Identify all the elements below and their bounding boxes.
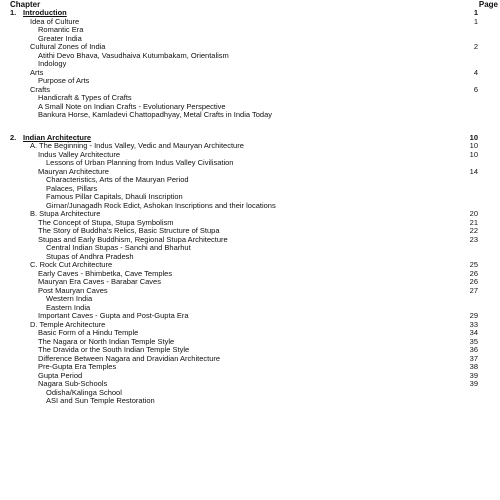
entry-title: The Concept of Stupa, Stupa Symbolism bbox=[38, 217, 174, 227]
entry-title: ASI and Sun Temple Restoration bbox=[46, 396, 155, 405]
entry-title: Indology bbox=[38, 59, 67, 68]
page-number: 29 bbox=[469, 311, 478, 320]
entry-title: Stupas and Early Buddhism, Regional Stupa Architecture bbox=[38, 234, 228, 244]
toc-entry-row bbox=[0, 52, 500, 61]
page-number: 39 bbox=[469, 370, 478, 380]
entry-title: Crafts bbox=[30, 84, 51, 94]
entry-title: Post Mauryan Caves bbox=[38, 285, 108, 295]
page-number: 1 bbox=[473, 8, 478, 17]
entry-title: Purpose of Arts bbox=[38, 76, 90, 85]
entry-title: Early Caves - Bhimbetka, Cave Temples bbox=[38, 268, 173, 278]
entry-title: Odisha/Kalinga School bbox=[46, 387, 122, 397]
page-number: 1 bbox=[473, 16, 478, 26]
chapter-number: 2. bbox=[10, 132, 17, 142]
entry-title: B. Stupa Architecture bbox=[30, 209, 101, 218]
toc-entry-row bbox=[0, 111, 500, 120]
chapter-number: 1. bbox=[10, 8, 17, 17]
entry-title: Eastern India bbox=[46, 302, 91, 312]
page-number: 39 bbox=[469, 379, 478, 388]
section-spacer bbox=[0, 120, 500, 134]
entry-title: A Small Note on Indian Crafts - Evolutionary Perspective bbox=[38, 101, 226, 111]
entry-title: A. The Beginning - Indus Valley, Vedic and Mauryan Architecture bbox=[30, 141, 244, 150]
page-number: 2 bbox=[473, 42, 478, 51]
page-number: 38 bbox=[469, 362, 478, 371]
entry-title: Handicraft & Types of Crafts bbox=[38, 93, 132, 102]
page-number: 25 bbox=[469, 260, 478, 269]
entry-title: The Story of Buddha's Relics, Basic Structure of Stupa bbox=[38, 226, 220, 235]
page-number: 26 bbox=[469, 268, 478, 278]
page-column-header: Page bbox=[478, 0, 498, 9]
entry-title: C. Rock Cut Architecture bbox=[30, 260, 113, 269]
page-number: 21 bbox=[469, 217, 478, 227]
page-number: 33 bbox=[469, 319, 478, 329]
toc-entry-row bbox=[0, 77, 500, 86]
entry-title: Mauryan Era Caves - Barabar Caves bbox=[38, 277, 161, 286]
entry-title: Indus Valley Architecture bbox=[38, 149, 120, 159]
entry-title: Characteristics, Arts of the Mauryan Period bbox=[46, 175, 189, 184]
entry-title: Greater India bbox=[38, 33, 82, 43]
entry-title: Cultural Zones of India bbox=[30, 42, 106, 51]
entry-title: D. Temple Architecture bbox=[30, 319, 106, 329]
page-number: 10 bbox=[469, 132, 478, 142]
page-number: 20 bbox=[469, 209, 478, 218]
entry-title: The Nagara or North Indian Temple Style bbox=[38, 336, 175, 346]
page-number: 27 bbox=[469, 285, 478, 295]
entry-title: Girnar/Junagadh Rock Edict, Ashokan Inscriptions and their locations bbox=[46, 200, 276, 210]
table-of-contents bbox=[0, 9, 500, 406]
entry-title: Romantic Era bbox=[38, 25, 84, 34]
page-number: 23 bbox=[469, 234, 478, 244]
page-number: 22 bbox=[469, 226, 478, 235]
entry-title: Mauryan Architecture bbox=[38, 166, 109, 176]
entry-title: Western India bbox=[46, 294, 93, 303]
page-number: 37 bbox=[469, 353, 478, 363]
entry-title: Famous Pillar Capitals, Dhauli Inscription bbox=[46, 192, 183, 201]
page-number: 34 bbox=[469, 328, 478, 337]
entry-title: Basic Form of a Hindu Temple bbox=[38, 328, 139, 337]
entry-title: Atithi Devo Bhava, Vasudhaiva Kutumbakam, Orientalism bbox=[38, 50, 229, 60]
entry-title: Important Caves - Gupta and Post-Gupta Era bbox=[38, 311, 189, 320]
page-number: 4 bbox=[473, 67, 478, 77]
entry-title: Central Indian Stupas - Sanchi and Bharhut bbox=[46, 243, 191, 252]
page-number: 6 bbox=[473, 84, 478, 94]
entry-title: Arts bbox=[30, 67, 44, 77]
chapter-title: Indian Architecture bbox=[23, 132, 92, 142]
entry-title: Lessons of Urban Planning from Indus Valley Civilisation bbox=[46, 158, 234, 167]
page-number: 14 bbox=[469, 166, 478, 176]
chapter-column-header: Chapter bbox=[10, 0, 41, 9]
chapter-title: Introduction bbox=[23, 8, 67, 17]
toc-entry-row bbox=[0, 60, 500, 69]
toc-entry-row bbox=[0, 397, 500, 406]
entry-title: Gupta Period bbox=[38, 370, 83, 380]
entry-title: Palaces, Pillars bbox=[46, 183, 98, 193]
page-number: 36 bbox=[469, 345, 478, 354]
entry-title: Difference Between Nagara and Dravidian Architecture bbox=[38, 353, 221, 363]
entry-title: Stupas of Andhra Pradesh bbox=[46, 251, 134, 261]
page-number: 10 bbox=[469, 141, 478, 150]
entry-title: Idea of Culture bbox=[30, 16, 80, 26]
entry-title: Pre-Gupta Era Temples bbox=[38, 362, 117, 371]
entry-title: The Dravida or the South Indian Temple Style bbox=[38, 345, 190, 354]
entry-title: Nagara Sub-Schools bbox=[38, 379, 108, 388]
page-number: 26 bbox=[469, 277, 478, 286]
page-number: 35 bbox=[469, 336, 478, 346]
page-number: 10 bbox=[469, 149, 478, 159]
entry-title: Bankura Horse, Kamladevi Chattopadhyay, Metal Crafts in India Today bbox=[38, 110, 273, 119]
